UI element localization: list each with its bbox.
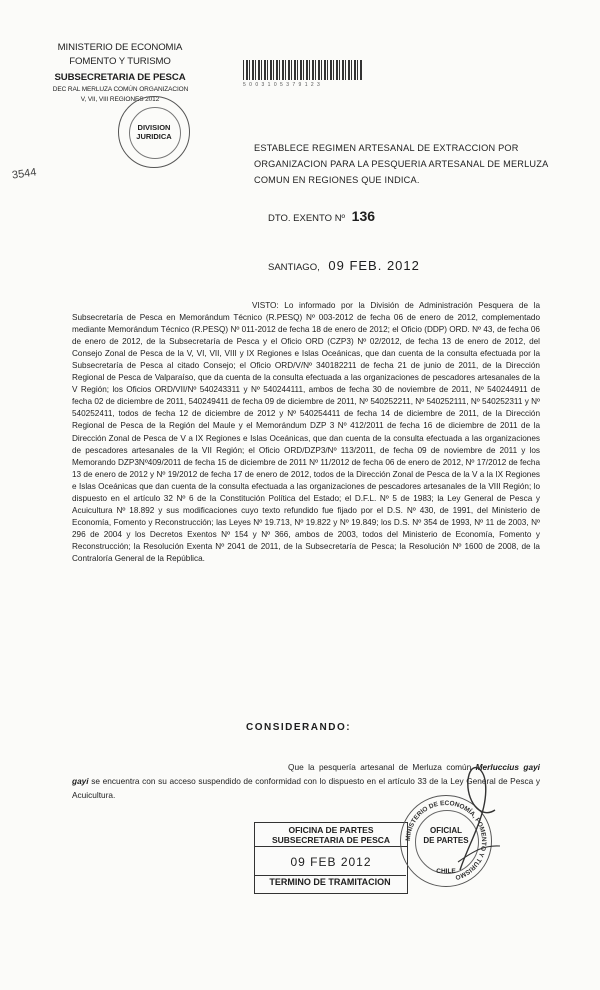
considerando-text-after: se encuentra con su acceso suspendido de conformidad con lo dispuesto en el artículo 33 de la Ley General de Pesca y Acuicultura. bbox=[72, 776, 540, 800]
ministry-subtitle: FOMENTO Y TURISMO bbox=[69, 56, 171, 67]
visto-paragraph: VISTO: Lo informado por la División de Administración Pesquera de la Subsecretaría de Pesca en Memorándum Técnico (R.PESQ) Nº 003-2012 de fecha 06 de enero de 2012, complementado mediante Memorándum Técnico (R.PESQ) Nº 011-2012 de fecha 18 de enero de 2012; el Oficio (DDP) ORD. Nº 43, de fecha 06 de enero de 2012, de la Subsecretaría de Pesca y el Oficio ORD (CZP3) Nº 02/2012, de fecha 13 de enero de 2012, del Consejo Zonal de Pesca de la V, VI, VII, VIII y IX Regiones e Islas Oceánicas, que dan cuenta de la consulta efectuada por la Subsecretaría de Pesca al citado Consejo; el Oficio ORD/V/Nº 340182211 de fecha 21 de junio de 2011, de la Dirección Regional de Pesca de Valparaíso, que da cuenta de la consulta efectuada a las organizaciones de pescadores artesanales de la V Región; los Oficios ORD/VII/Nº 540243311 y Nº 540244111, ambos de fecha 30 de noviembre de 2011, Nº 540244911 de fecha 02 de diciembre de 2011, 540249411 de fecha 09 de diciembre de 2011, Nº 540252211, Nº 540252111, Nº 540252311 y Nº 540252411, todos de fecha 12 de diciembre de 2012 y Nº 540254411 de fecha 14 de diciembre de 2011, de la Dirección Regional de Pesca de la Región del Maule y el Memorándum DZP 3 Nº 412/2011 de fecha 16 de diciembre de 2011 de la Dirección Zonal de Pesca de V a IX Regiones e Islas Oceánicas, que dan cuenta de la consulta efectuada a las organizaciones de pescadores artesanales de la VII Región; el Oficio ORD/DZP3/Nº 113/2011, de fecha 09 de noviembre de 2011 y los Memorando DZP3Nº409/2011 de fecha 15 de diciembre de 2011 Nº 11/2012 de fecha 06 de enero de 2012, Nº 17/2012 de fecha 13 de enero de 2012 y Nº 19/2012 de fecha 17 de enero de 2012, todos de la Dirección Zonal de Pesca de la V a la IX Regiones e Islas Oceánicas que dan cuenta de la consulta efectuada a las organizaciones de pescadores artesanales de la VIII Región; lo dispuesto en el artículo 32 Nº 6 de la Constitución Política del Estado; el D.F.L. Nº 5 de 1983; la Ley General de Pesca y Acuicultura Nº 18.892 y sus modificaciones cuyo texto refundido fue fijado por el D.S. Nº 430, de 1991, del Ministerio de Economía, Fomento y Reconstrucción; las Leyes Nº 19.713, Nº 19.822 y Nº 19.849; los D.S. Nº 354 de 1993, Nº 11 de 2003, Nº 296 de 2004 y los Decretos Exentos Nº 154 y Nº 366, ambos de 2003, todos del Ministerio de Economía, Fomento y Reconstrucción; la Resolución Exenta Nº 2041 de 2011, de la Subsecretaría de Pesca; la Resolución Nº 1600 de 2008, de la Contraloría General de la República. bbox=[72, 301, 540, 563]
ministry-name: MINISTERIO DE ECONOMIA bbox=[57, 42, 183, 53]
decree-number: 136 bbox=[351, 208, 376, 224]
place-date-line bbox=[268, 258, 420, 273]
round-stamp-bottom: CHILE bbox=[436, 868, 456, 875]
regions-reference: V, VII, VIII REGIONES 2012 bbox=[80, 96, 160, 103]
species-name: Merluccius gayi gayi bbox=[72, 762, 540, 786]
oficina-partes-stamp bbox=[254, 822, 408, 894]
seal-text bbox=[119, 123, 189, 141]
document-title: ESTABLECE REGIMEN ARTESANAL DE EXTRACCION POR ORGANIZACION PARA LA PESQUERIA ARTESANAL DE MERLUZA COMUN EN REGIONES QUE INDICA. bbox=[254, 143, 548, 185]
decree-reference: DEC RAL MERLUZA COMÚN ORGANIZACION bbox=[52, 86, 189, 93]
decree-date: 09 FEB. 2012 bbox=[328, 258, 420, 273]
round-stamp-center1: OFICIAL bbox=[430, 826, 462, 835]
considerando-heading: CONSIDERANDO: bbox=[246, 722, 352, 733]
city-label: SANTIAGO, bbox=[268, 262, 320, 273]
decree-number-line bbox=[268, 208, 375, 224]
considerando-text-before: Que la pesquería artesanal de Merluza común bbox=[288, 762, 476, 772]
decree-label: DTO. EXENTO Nº bbox=[268, 213, 346, 224]
barcode-number: 5 0 0 3 1 0 5 3 7 9 1 2 3 bbox=[243, 82, 321, 88]
seal-text-line1: DIVISION bbox=[137, 123, 171, 132]
stamp-footer: TERMINO DE TRAMITACION bbox=[254, 875, 406, 887]
stamp-line1: OFICINA DE PARTES bbox=[288, 825, 374, 835]
handwritten-signature bbox=[440, 750, 510, 880]
round-stamp-ring-text: MINISTERIO DE ECONOMÍA, FOMENTO Y TURISMO bbox=[404, 799, 488, 881]
barcode bbox=[243, 60, 363, 80]
seal-text-line2: JURIDICA bbox=[136, 132, 172, 141]
division-juridica-seal bbox=[118, 96, 190, 168]
subsecretaria-name: SUBSECRETARIA DE PESCA bbox=[54, 72, 186, 83]
round-stamp-center2: DE PARTES bbox=[423, 836, 469, 845]
stamp-date: 09 FEB 2012 bbox=[290, 855, 372, 869]
handwritten-mark: 3544 bbox=[11, 166, 38, 182]
stamp-line2: SUBSECRETARIA DE PESCA bbox=[255, 835, 407, 847]
